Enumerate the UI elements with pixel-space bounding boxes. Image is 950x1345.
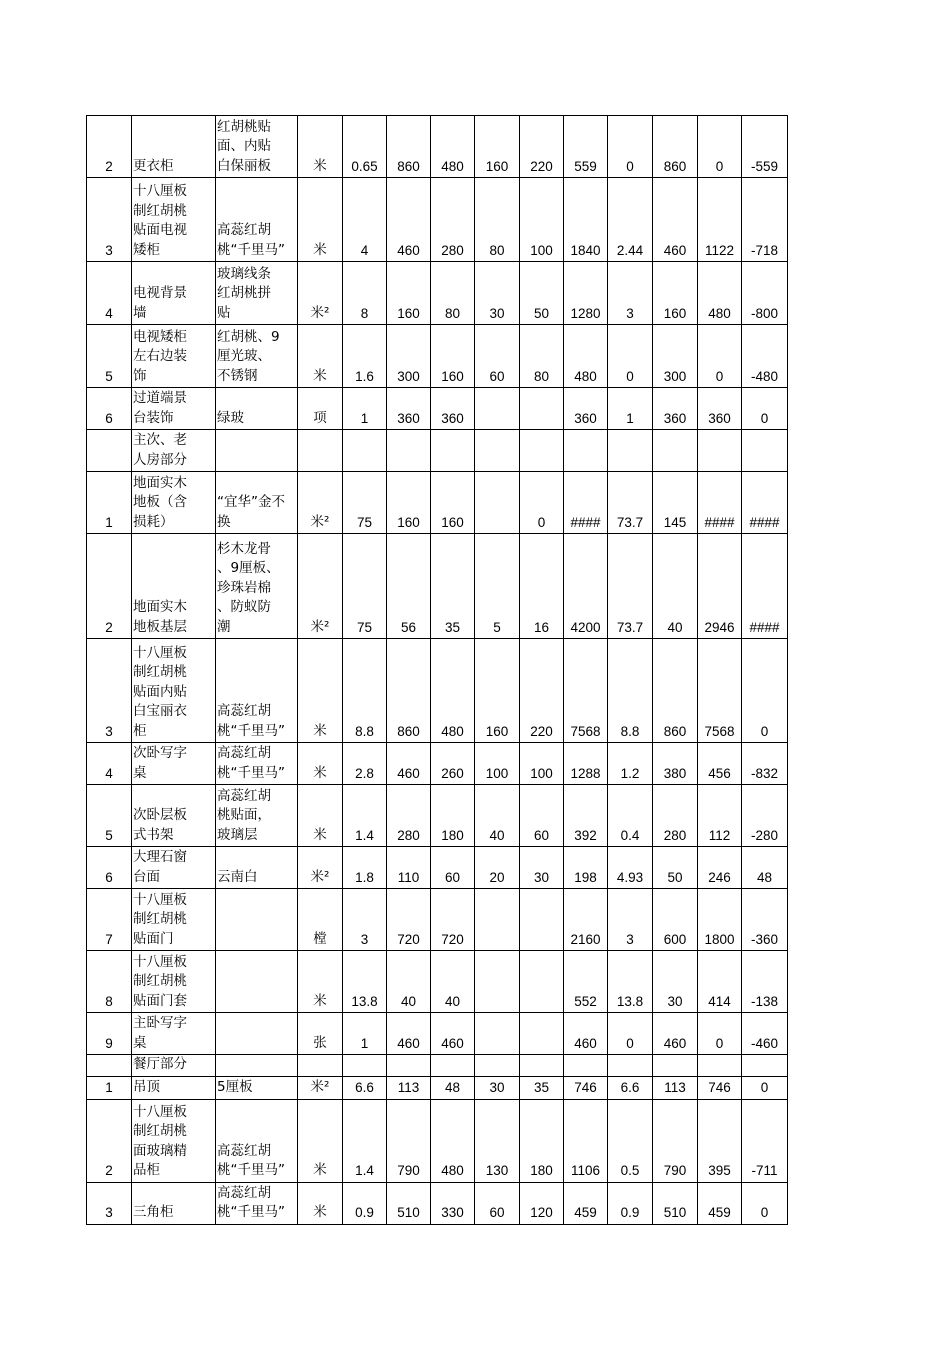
actual-price-cell[interactable]: 113	[653, 1076, 698, 1099]
material-cell[interactable]: 高蕊红胡 桃“千里马”	[216, 1182, 298, 1224]
difference-cell[interactable]: -800	[742, 262, 788, 325]
row-number-cell[interactable]: 1	[87, 1076, 132, 1099]
material-cost-cell[interactable]: 160	[431, 472, 475, 534]
material-cell[interactable]	[216, 951, 298, 1013]
row-number-cell[interactable]: 9	[87, 1013, 132, 1055]
quantity-cell[interactable]: 8	[343, 262, 387, 325]
actual-total-cell[interactable]	[698, 430, 742, 472]
quantity-cell[interactable]	[343, 430, 387, 472]
table-row	[87, 951, 788, 1013]
quantity-cell[interactable]: 0.65	[343, 116, 387, 178]
table-row	[87, 1099, 788, 1182]
material-cell[interactable]: 红胡桃、9 厘光玻、 不锈钢	[216, 325, 298, 388]
item-name-cell[interactable]: 十八厘板 制红胡桃 贴面门套	[132, 951, 216, 1013]
unit-price-cell[interactable]: 860	[387, 639, 431, 743]
total-cell[interactable]: 460	[564, 1013, 608, 1055]
labor-cost-cell[interactable]: 5	[475, 534, 520, 639]
quantity-cell[interactable]: 1.4	[343, 785, 387, 847]
unit-cell[interactable]: 米	[298, 785, 343, 847]
actual-quantity-cell[interactable]: 73.7	[608, 472, 653, 534]
actual-price-cell[interactable]: 510	[653, 1182, 698, 1224]
table-row	[87, 178, 788, 262]
actual-total-cell[interactable]: 459	[698, 1182, 742, 1224]
actual-total-cell[interactable]: 746	[698, 1076, 742, 1099]
total-cell[interactable]: 459	[564, 1182, 608, 1224]
item-name-cell[interactable]: 地面实木 地板基层	[132, 534, 216, 639]
actual-quantity-cell[interactable]: 0.5	[608, 1099, 653, 1182]
item-name-cell[interactable]: 电视背景 墙	[132, 262, 216, 325]
actual-price-cell[interactable]: 860	[653, 116, 698, 178]
unit-price-cell[interactable]: 360	[387, 388, 431, 430]
actual-quantity-cell[interactable]: 0	[608, 116, 653, 178]
actual-total-cell[interactable]: 112	[698, 785, 742, 847]
actual-quantity-cell[interactable]: 13.8	[608, 951, 653, 1013]
actual-price-cell[interactable]: 860	[653, 639, 698, 743]
aux-cost-cell[interactable]: 220	[520, 639, 564, 743]
unit-price-cell[interactable]: 510	[387, 1182, 431, 1224]
quantity-cell[interactable]: 1.8	[343, 847, 387, 889]
item-name-cell[interactable]: 三角柜	[132, 1182, 216, 1224]
table-row	[87, 1076, 788, 1099]
total-cell[interactable]: 746	[564, 1076, 608, 1099]
labor-cost-cell[interactable]: 60	[475, 1182, 520, 1224]
row-number-cell[interactable]: 2	[87, 1099, 132, 1182]
total-cell[interactable]: 360	[564, 388, 608, 430]
actual-total-cell[interactable]: 414	[698, 951, 742, 1013]
difference-cell[interactable]	[742, 1055, 788, 1077]
table-row	[87, 1013, 788, 1055]
actual-quantity-cell[interactable]: 73.7	[608, 534, 653, 639]
unit-cell[interactable]: 米	[298, 1099, 343, 1182]
material-cell[interactable]: 5厘板	[216, 1076, 298, 1099]
labor-cost-cell[interactable]: 160	[475, 116, 520, 178]
actual-quantity-cell[interactable]: 3	[608, 889, 653, 951]
total-cell[interactable]: 198	[564, 847, 608, 889]
quantity-cell[interactable]: 4	[343, 178, 387, 262]
row-number-cell[interactable]: 6	[87, 388, 132, 430]
actual-price-cell[interactable]: 50	[653, 847, 698, 889]
aux-cost-cell[interactable]: 16	[520, 534, 564, 639]
quantity-cell[interactable]: 1.4	[343, 1099, 387, 1182]
quantity-cell[interactable]: 1	[343, 1013, 387, 1055]
row-number-cell[interactable]: 2	[87, 116, 132, 178]
material-cost-cell[interactable]: 160	[431, 325, 475, 388]
unit-price-cell[interactable]: 113	[387, 1076, 431, 1099]
material-cell[interactable]	[216, 1013, 298, 1055]
unit-cell[interactable]: 米	[298, 639, 343, 743]
aux-cost-cell[interactable]: 120	[520, 1182, 564, 1224]
actual-total-cell[interactable]: 1800	[698, 889, 742, 951]
unit-price-cell[interactable]: 56	[387, 534, 431, 639]
actual-quantity-cell[interactable]: 0	[608, 325, 653, 388]
item-name-cell[interactable]: 次卧写字 桌	[132, 743, 216, 785]
difference-cell[interactable]: -832	[742, 743, 788, 785]
actual-total-cell[interactable]: 456	[698, 743, 742, 785]
material-cell[interactable]	[216, 430, 298, 472]
actual-price-cell[interactable]	[653, 430, 698, 472]
unit-cell[interactable]: 米²	[298, 534, 343, 639]
item-name-cell[interactable]: 吊顶	[132, 1076, 216, 1099]
item-name-cell[interactable]: 次卧层板 式书架	[132, 785, 216, 847]
item-name-cell[interactable]: 十八厘板 制红胡桃 面玻璃精 品柜	[132, 1099, 216, 1182]
material-cost-cell[interactable]: 480	[431, 1099, 475, 1182]
row-number-cell[interactable]: 7	[87, 889, 132, 951]
table-row	[87, 472, 788, 534]
aux-cost-cell[interactable]: 0	[520, 472, 564, 534]
row-number-cell[interactable]	[87, 430, 132, 472]
quantity-cell[interactable]: 75	[343, 534, 387, 639]
unit-cell[interactable]: 张	[298, 1013, 343, 1055]
material-cell[interactable]: 红胡桃贴 面、内贴 白保丽板	[216, 116, 298, 178]
actual-total-cell[interactable]: 246	[698, 847, 742, 889]
quantity-cell[interactable]: 13.8	[343, 951, 387, 1013]
unit-price-cell[interactable]: 160	[387, 472, 431, 534]
total-cell[interactable]: 552	[564, 951, 608, 1013]
unit-price-cell[interactable]: 790	[387, 1099, 431, 1182]
unit-price-cell[interactable]: 460	[387, 743, 431, 785]
unit-cell[interactable]: 米	[298, 178, 343, 262]
unit-cell[interactable]: 米²	[298, 262, 343, 325]
material-cost-cell[interactable]: 480	[431, 639, 475, 743]
row-number-cell[interactable]: 5	[87, 785, 132, 847]
material-cell[interactable]: “宜华”金不 换	[216, 472, 298, 534]
material-cell[interactable]: 云南白	[216, 847, 298, 889]
material-cost-cell[interactable]: 360	[431, 388, 475, 430]
actual-price-cell[interactable]: 145	[653, 472, 698, 534]
actual-quantity-cell[interactable]	[608, 1055, 653, 1077]
actual-quantity-cell[interactable]: 8.8	[608, 639, 653, 743]
material-cost-cell[interactable]	[431, 1055, 475, 1077]
difference-cell[interactable]	[742, 430, 788, 472]
total-cell[interactable]	[564, 1055, 608, 1077]
labor-cost-cell[interactable]: 30	[475, 1076, 520, 1099]
unit-price-cell[interactable]	[387, 430, 431, 472]
total-cell[interactable]: 559	[564, 116, 608, 178]
material-cost-cell[interactable]	[431, 430, 475, 472]
unit-price-cell[interactable]: 40	[387, 951, 431, 1013]
row-number-cell[interactable]: 5	[87, 325, 132, 388]
total-cell[interactable]: 2160	[564, 889, 608, 951]
unit-cell[interactable]: 米²	[298, 1076, 343, 1099]
item-name-cell[interactable]: 主次、老 人房部分	[132, 430, 216, 472]
row-number-cell[interactable]: 3	[87, 639, 132, 743]
total-cell[interactable]: 7568	[564, 639, 608, 743]
unit-price-cell[interactable]: 720	[387, 889, 431, 951]
actual-price-cell[interactable]: 40	[653, 534, 698, 639]
quantity-cell[interactable]: 75	[343, 472, 387, 534]
actual-price-cell[interactable]: 460	[653, 178, 698, 262]
difference-cell[interactable]: 0	[742, 388, 788, 430]
actual-total-cell[interactable]: 360	[698, 388, 742, 430]
unit-price-cell[interactable]: 460	[387, 178, 431, 262]
difference-cell[interactable]: -711	[742, 1099, 788, 1182]
material-cost-cell[interactable]: 260	[431, 743, 475, 785]
table-row	[87, 430, 788, 472]
labor-cost-cell[interactable]: 130	[475, 1099, 520, 1182]
difference-cell[interactable]: 48	[742, 847, 788, 889]
unit-cell[interactable]: 米	[298, 951, 343, 1013]
aux-cost-cell[interactable]: 35	[520, 1076, 564, 1099]
difference-cell[interactable]: -480	[742, 325, 788, 388]
table-row	[87, 743, 788, 785]
aux-cost-cell[interactable]: 80	[520, 325, 564, 388]
labor-cost-cell[interactable]: 60	[475, 325, 520, 388]
actual-quantity-cell[interactable]: 1.2	[608, 743, 653, 785]
table-row	[87, 889, 788, 951]
difference-cell[interactable]: -718	[742, 178, 788, 262]
actual-price-cell[interactable]: 460	[653, 1013, 698, 1055]
actual-price-cell[interactable]: 160	[653, 262, 698, 325]
actual-price-cell[interactable]: 280	[653, 785, 698, 847]
item-name-cell[interactable]: 主卧写字 桌	[132, 1013, 216, 1055]
table-body	[87, 116, 788, 1225]
difference-cell[interactable]: -559	[742, 116, 788, 178]
labor-cost-cell[interactable]: 30	[475, 262, 520, 325]
total-cell[interactable]: 392	[564, 785, 608, 847]
aux-cost-cell[interactable]	[520, 388, 564, 430]
actual-quantity-cell[interactable]: 0	[608, 1013, 653, 1055]
difference-cell[interactable]: 0	[742, 639, 788, 743]
aux-cost-cell[interactable]	[520, 951, 564, 1013]
material-cost-cell[interactable]: 330	[431, 1182, 475, 1224]
unit-price-cell[interactable]: 160	[387, 262, 431, 325]
actual-total-cell[interactable]: 0	[698, 325, 742, 388]
difference-cell[interactable]: ####	[742, 534, 788, 639]
actual-quantity-cell[interactable]: 0.4	[608, 785, 653, 847]
aux-cost-cell[interactable]: 220	[520, 116, 564, 178]
quantity-cell[interactable]: 6.6	[343, 1076, 387, 1099]
quantity-cell[interactable]: 8.8	[343, 639, 387, 743]
difference-cell[interactable]: 0	[742, 1182, 788, 1224]
unit-price-cell[interactable]: 300	[387, 325, 431, 388]
table-row	[87, 388, 788, 430]
actual-quantity-cell[interactable]: 0.9	[608, 1182, 653, 1224]
item-name-cell[interactable]: 更衣柜	[132, 116, 216, 178]
table-row	[87, 639, 788, 743]
item-name-cell[interactable]: 大理石窗 台面	[132, 847, 216, 889]
actual-total-cell[interactable]: 395	[698, 1099, 742, 1182]
material-cost-cell[interactable]: 280	[431, 178, 475, 262]
labor-cost-cell[interactable]: 100	[475, 743, 520, 785]
unit-cell[interactable]: 米²	[298, 472, 343, 534]
table-row	[87, 1055, 788, 1077]
material-cell[interactable]: 高蕊红胡 桃“千里马”	[216, 1099, 298, 1182]
material-cost-cell[interactable]: 720	[431, 889, 475, 951]
total-cell[interactable]: 480	[564, 325, 608, 388]
labor-cost-cell[interactable]	[475, 1013, 520, 1055]
labor-cost-cell[interactable]	[475, 951, 520, 1013]
item-name-cell[interactable]: 地面实木 地板（含 损耗）	[132, 472, 216, 534]
actual-total-cell[interactable]: 0	[698, 1013, 742, 1055]
difference-cell[interactable]: -360	[742, 889, 788, 951]
actual-total-cell[interactable]: 0	[698, 116, 742, 178]
actual-total-cell[interactable]: 1122	[698, 178, 742, 262]
material-cell[interactable]	[216, 889, 298, 951]
actual-quantity-cell[interactable]: 2.44	[608, 178, 653, 262]
difference-cell[interactable]: ####	[742, 472, 788, 534]
unit-cell[interactable]: 米	[298, 116, 343, 178]
material-cell[interactable]: 绿玻	[216, 388, 298, 430]
unit-price-cell[interactable]: 280	[387, 785, 431, 847]
row-number-cell[interactable]: 3	[87, 1182, 132, 1224]
difference-cell[interactable]: 0	[742, 1076, 788, 1099]
labor-cost-cell[interactable]: 20	[475, 847, 520, 889]
table-row	[87, 785, 788, 847]
labor-cost-cell[interactable]	[475, 430, 520, 472]
aux-cost-cell[interactable]	[520, 889, 564, 951]
row-number-cell[interactable]	[87, 1055, 132, 1077]
unit-cell[interactable]	[298, 1055, 343, 1077]
spreadsheet-table	[86, 115, 788, 1225]
quantity-cell[interactable]: 2.8	[343, 743, 387, 785]
table-row	[87, 262, 788, 325]
item-name-cell[interactable]: 十八厘板 制红胡桃 贴面内贴 白宝丽衣 柜	[132, 639, 216, 743]
aux-cost-cell[interactable]: 100	[520, 178, 564, 262]
item-name-cell[interactable]: 过道端景 台装饰	[132, 388, 216, 430]
table-row	[87, 325, 788, 388]
quantity-cell[interactable]: 3	[343, 889, 387, 951]
unit-price-cell[interactable]: 860	[387, 116, 431, 178]
actual-total-cell[interactable]: 7568	[698, 639, 742, 743]
quantity-cell[interactable]	[343, 1055, 387, 1077]
actual-price-cell[interactable]: 360	[653, 388, 698, 430]
material-cell[interactable]	[216, 1055, 298, 1077]
quantity-cell[interactable]: 0.9	[343, 1182, 387, 1224]
total-cell[interactable]	[564, 430, 608, 472]
row-number-cell[interactable]: 6	[87, 847, 132, 889]
labor-cost-cell[interactable]	[475, 889, 520, 951]
material-cell[interactable]: 高蕊红胡 桃“千里马”	[216, 743, 298, 785]
actual-quantity-cell[interactable]: 4.93	[608, 847, 653, 889]
actual-price-cell[interactable]: 30	[653, 951, 698, 1013]
unit-cell[interactable]: 项	[298, 388, 343, 430]
material-cell[interactable]: 高蕊红胡 桃“千里马”	[216, 178, 298, 262]
unit-cell[interactable]: 米	[298, 325, 343, 388]
row-number-cell[interactable]: 2	[87, 534, 132, 639]
aux-cost-cell[interactable]: 50	[520, 262, 564, 325]
actual-price-cell[interactable]	[653, 1055, 698, 1077]
material-cost-cell[interactable]: 80	[431, 262, 475, 325]
material-cell[interactable]: 玻璃线条 红胡桃拼 贴	[216, 262, 298, 325]
unit-price-cell[interactable]: 110	[387, 847, 431, 889]
actual-price-cell[interactable]: 790	[653, 1099, 698, 1182]
aux-cost-cell[interactable]: 100	[520, 743, 564, 785]
item-name-cell[interactable]: 十八厘板 制红胡桃 贴面电视 矮柜	[132, 178, 216, 262]
unit-cell[interactable]: 米	[298, 1182, 343, 1224]
actual-quantity-cell[interactable]	[608, 430, 653, 472]
material-cell[interactable]: 高蕊红胡 桃贴面， 玻璃层	[216, 785, 298, 847]
difference-cell[interactable]: -138	[742, 951, 788, 1013]
material-cost-cell[interactable]: 48	[431, 1076, 475, 1099]
labor-cost-cell[interactable]: 160	[475, 639, 520, 743]
row-number-cell[interactable]: 1	[87, 472, 132, 534]
labor-cost-cell[interactable]	[475, 388, 520, 430]
actual-quantity-cell[interactable]: 1	[608, 388, 653, 430]
unit-cell[interactable]: 米²	[298, 847, 343, 889]
item-name-cell[interactable]: 电视矮柜 左右边装 饰	[132, 325, 216, 388]
material-cost-cell[interactable]: 460	[431, 1013, 475, 1055]
table-row	[87, 847, 788, 889]
difference-cell[interactable]: -460	[742, 1013, 788, 1055]
unit-cell[interactable]: 米	[298, 743, 343, 785]
actual-price-cell[interactable]: 600	[653, 889, 698, 951]
actual-price-cell[interactable]: 380	[653, 743, 698, 785]
quantity-cell[interactable]: 1	[343, 388, 387, 430]
actual-price-cell[interactable]: 300	[653, 325, 698, 388]
material-cost-cell[interactable]: 35	[431, 534, 475, 639]
material-cell[interactable]: 杉木龙骨 、9厘板、 珍珠岩棉 、防蚁防 潮	[216, 534, 298, 639]
material-cost-cell[interactable]: 180	[431, 785, 475, 847]
actual-total-cell[interactable]	[698, 1055, 742, 1077]
row-number-cell[interactable]: 4	[87, 743, 132, 785]
row-number-cell[interactable]: 8	[87, 951, 132, 1013]
total-cell[interactable]: 4200	[564, 534, 608, 639]
total-cell[interactable]: 1840	[564, 178, 608, 262]
row-number-cell[interactable]: 4	[87, 262, 132, 325]
actual-quantity-cell[interactable]: 3	[608, 262, 653, 325]
material-cell[interactable]: 高蕊红胡 桃“千里马”	[216, 639, 298, 743]
material-cost-cell[interactable]: 40	[431, 951, 475, 1013]
labor-cost-cell[interactable]	[475, 472, 520, 534]
actual-total-cell[interactable]: ####	[698, 472, 742, 534]
aux-cost-cell[interactable]: 180	[520, 1099, 564, 1182]
table-row	[87, 534, 788, 639]
item-name-cell[interactable]: 十八厘板 制红胡桃 贴面门	[132, 889, 216, 951]
aux-cost-cell[interactable]	[520, 430, 564, 472]
item-name-cell[interactable]: 餐厅部分	[132, 1055, 216, 1077]
aux-cost-cell[interactable]	[520, 1013, 564, 1055]
table-row	[87, 116, 788, 178]
actual-quantity-cell[interactable]: 6.6	[608, 1076, 653, 1099]
unit-cell[interactable]: 樘	[298, 889, 343, 951]
actual-total-cell[interactable]: 480	[698, 262, 742, 325]
difference-cell[interactable]: -280	[742, 785, 788, 847]
table-row	[87, 1182, 788, 1224]
unit-price-cell[interactable]: 460	[387, 1013, 431, 1055]
row-number-cell[interactable]: 3	[87, 178, 132, 262]
total-cell[interactable]: 1280	[564, 262, 608, 325]
labor-cost-cell[interactable]	[475, 1055, 520, 1077]
aux-cost-cell[interactable]: 60	[520, 785, 564, 847]
unit-price-cell[interactable]	[387, 1055, 431, 1077]
aux-cost-cell[interactable]	[520, 1055, 564, 1077]
actual-total-cell[interactable]: 2946	[698, 534, 742, 639]
aux-cost-cell[interactable]: 30	[520, 847, 564, 889]
labor-cost-cell[interactable]: 80	[475, 178, 520, 262]
material-cost-cell[interactable]: 60	[431, 847, 475, 889]
total-cell[interactable]: ####	[564, 472, 608, 534]
material-cost-cell[interactable]: 480	[431, 116, 475, 178]
quantity-cell[interactable]: 1.6	[343, 325, 387, 388]
labor-cost-cell[interactable]: 40	[475, 785, 520, 847]
unit-cell[interactable]	[298, 430, 343, 472]
total-cell[interactable]: 1106	[564, 1099, 608, 1182]
total-cell[interactable]: 1288	[564, 743, 608, 785]
